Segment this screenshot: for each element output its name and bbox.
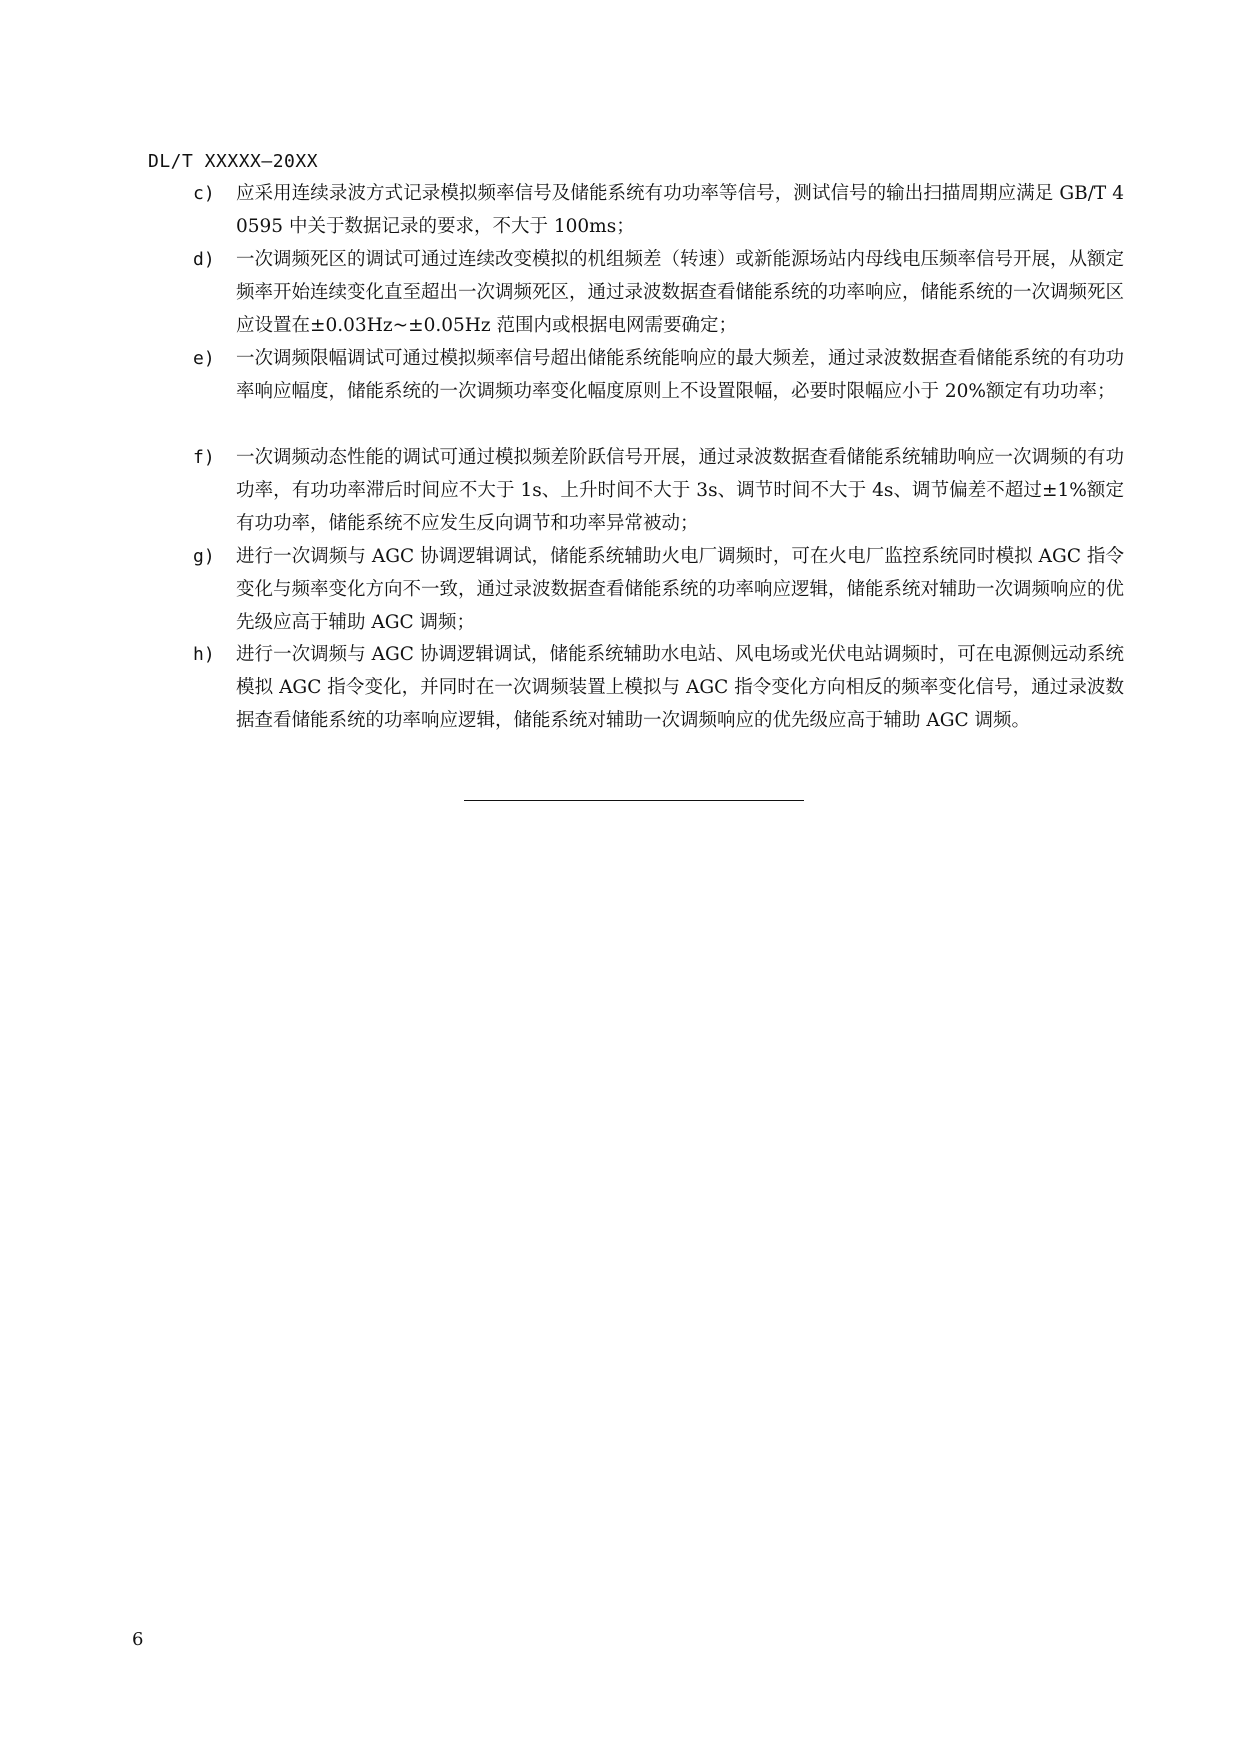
list-item-text: 进行一次调频与 AGC 协调逻辑调试，储能系统辅助水电站、风电场或光伏电站调频时，可在电源侧远动系统模拟 AGC 指令变化，并同时在一次调频装置上模拟与 AGC 指令变化方向相反的频率变化信号，通过录波数据查看储能系统的功率响应逻辑，储能系统对辅助一次调频响应的优先级应高于辅助 AGC 调频。: [236, 644, 1124, 731]
section-end-divider: [464, 800, 804, 801]
list-item-text: 一次调频限幅调试可通过模拟频率信号超出储能系统能响应的最大频差，通过录波数据查看储能系统的有功功率响应幅度，储能系统的一次调频功率变化幅度原则上不设置限幅，必要时限幅应小于 20%额定有功功率；: [236, 348, 1125, 402]
list-item-label: d): [193, 249, 215, 270]
list-item-text: 一次调频动态性能的调试可通过模拟频差阶跃信号开展，通过录波数据查看储能系统辅助响应一次调频的有功功率，有功功率滞后时间应不大于 1s、上升时间不大于 3s、调节时间不大于 4s、调节偏差不超过±1%额定有功功率，储能系统不应发生反向调节和功率异常被动；: [236, 447, 1125, 534]
list-item-label: g): [193, 546, 215, 567]
list-item-label: e): [193, 348, 215, 369]
list-item-label: f): [193, 447, 215, 468]
list-item-label: h): [193, 644, 215, 665]
list-item-text: 一次调频死区的调试可通过连续改变模拟的机组频差（转速）或新能源场站内母线电压频率信号开展，从额定频率开始连续变化直至超出一次调频死区，通过录波数据查看储能系统的功率响应，储能系统的一次调频死区应设置在±0.03Hz~±0.05Hz 范围内或根据电网需要确定；: [236, 249, 1125, 336]
list-item-text: 进行一次调频与 AGC 协调逻辑调试，储能系统辅助火电厂调频时，可在火电厂监控系统同时模拟 AGC 指令变化与频率变化方向不一致，通过录波数据查看储能系统的功率响应逻辑，储能系统对辅助一次调频响应的优先级应高于辅助 AGC 调频；: [236, 546, 1125, 633]
page-number: 6: [132, 1629, 144, 1650]
list-item-text: 应采用连续录波方式记录模拟频率信号及储能系统有功功率等信号，测试信号的输出扫描周期应满足 GB/T 40595 中关于数据记录的要求，不大于 100ms；: [236, 183, 1124, 237]
list-item-label: c): [193, 183, 215, 204]
document-code-header: DL/T XXXXX—20XX: [148, 151, 319, 172]
